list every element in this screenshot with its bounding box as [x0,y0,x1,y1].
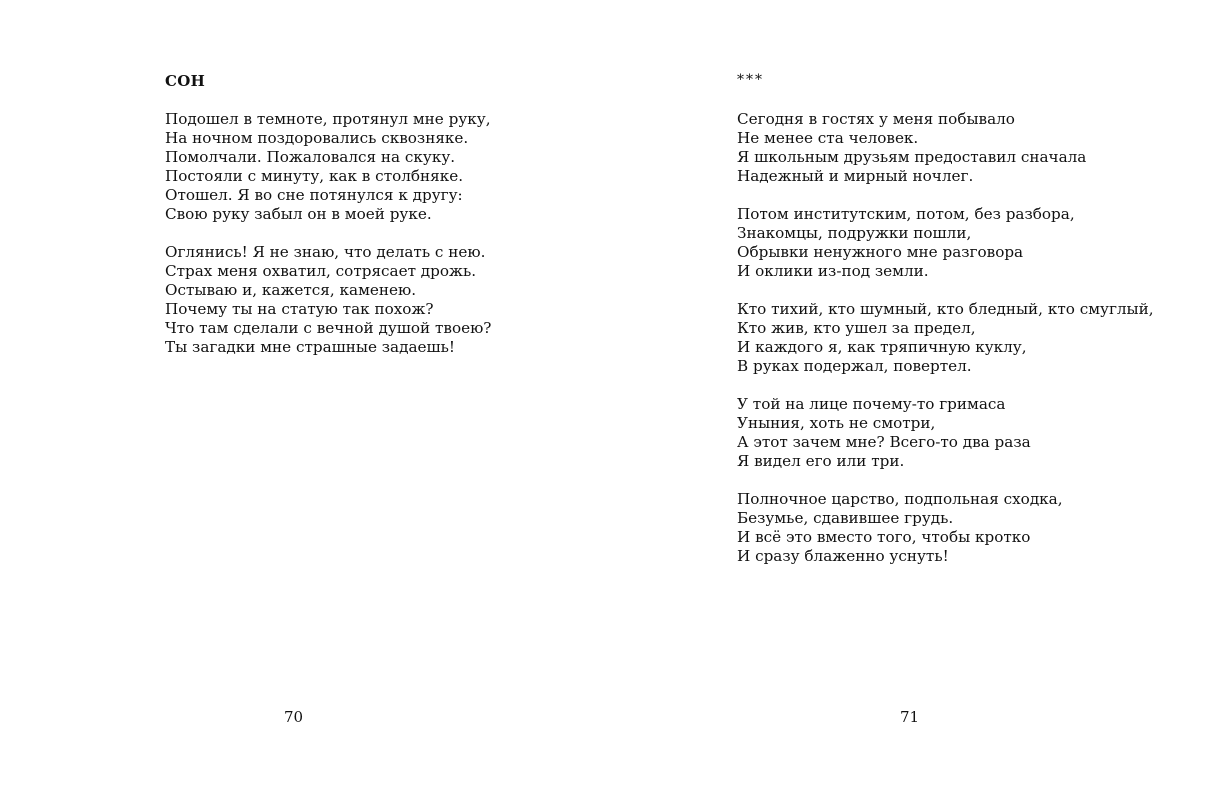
poem-line: Безумье, сдавившее грудь. [737,509,954,527]
poem-body [165,110,491,357]
poem-line: А этот зачем мне? Всего-то два раза [737,433,1031,451]
poem-line: Сегодня в гостях у меня побывало [737,110,1015,128]
poem-line: Отошел. Я во сне потянулся к другу: [165,186,463,204]
stanza [737,110,1154,186]
poem-line: Постояли с минуту, как в столбняке. [165,167,464,185]
poem-line: И всё это вместо того, чтобы кротко [737,528,1031,546]
poem-line: Знакомцы, подружки пошли, [737,224,972,242]
poem-title: СОН [165,72,206,90]
stanza [737,205,1154,281]
poem-line: Надежный и мирный ночлег. [737,167,974,185]
poem-line: Я видел его или три. [737,452,905,470]
poem-line: Кто жив, кто ушел за предел, [737,319,976,337]
poem-line: Почему ты на статую так похож? [165,300,434,318]
poem-line: Помолчали. Пожаловался на скуку. [165,148,456,166]
poem-line: Уныния, хоть не смотри, [737,414,936,432]
right-page [606,0,1212,800]
stanza [737,395,1154,471]
poem-line: Оглянись! Я не знаю, что делать с нею. [165,243,486,261]
poem-line: На ночном поздоровались сквозняке. [165,129,469,147]
poem-line: И сразу блаженно уснуть! [737,547,949,565]
poem-line: Полночное царство, подпольная сходка, [737,490,1063,508]
poem-line: Остываю и, кажется, каменею. [165,281,417,299]
poem-body [737,110,1154,566]
poem-line: Подошел в темноте, протянул мне руку, [165,110,491,128]
poem-line: Кто тихий, кто шумный, кто бледный, кто смуглый, [737,300,1154,318]
poem-line: Я школьным друзьям предоставил сначала [737,148,1087,166]
poem-line: Потом институтским, потом, без разбора, [737,205,1075,223]
poem-line: Что там сделали с вечной душой твоею? [165,319,492,337]
poem-heading-asterisks: *** [737,72,764,88]
stanza [737,300,1154,376]
page-number: 71 [900,708,920,726]
poem-line: И оклики из-под земли. [737,262,929,280]
stanza [165,243,491,357]
poem-line: У той на лице почему-то гримаса [737,395,1006,413]
stanza [165,110,491,224]
poem-line: В руках подержал, повертел. [737,357,972,375]
poem-line: Обрывки ненужного мне разговора [737,243,1024,261]
poem-line: Не менее ста человек. [737,129,919,147]
stanza [737,490,1154,566]
poem-line: Ты загадки мне страшные задаешь! [165,338,455,356]
page-number: 70 [284,708,304,726]
poem-line: И каждого я, как тряпичную куклу, [737,338,1027,356]
poem-line: Страх меня охватил, сотрясает дрожь. [165,262,477,280]
poem-line: Свою руку забыл он в моей руке. [165,205,432,223]
